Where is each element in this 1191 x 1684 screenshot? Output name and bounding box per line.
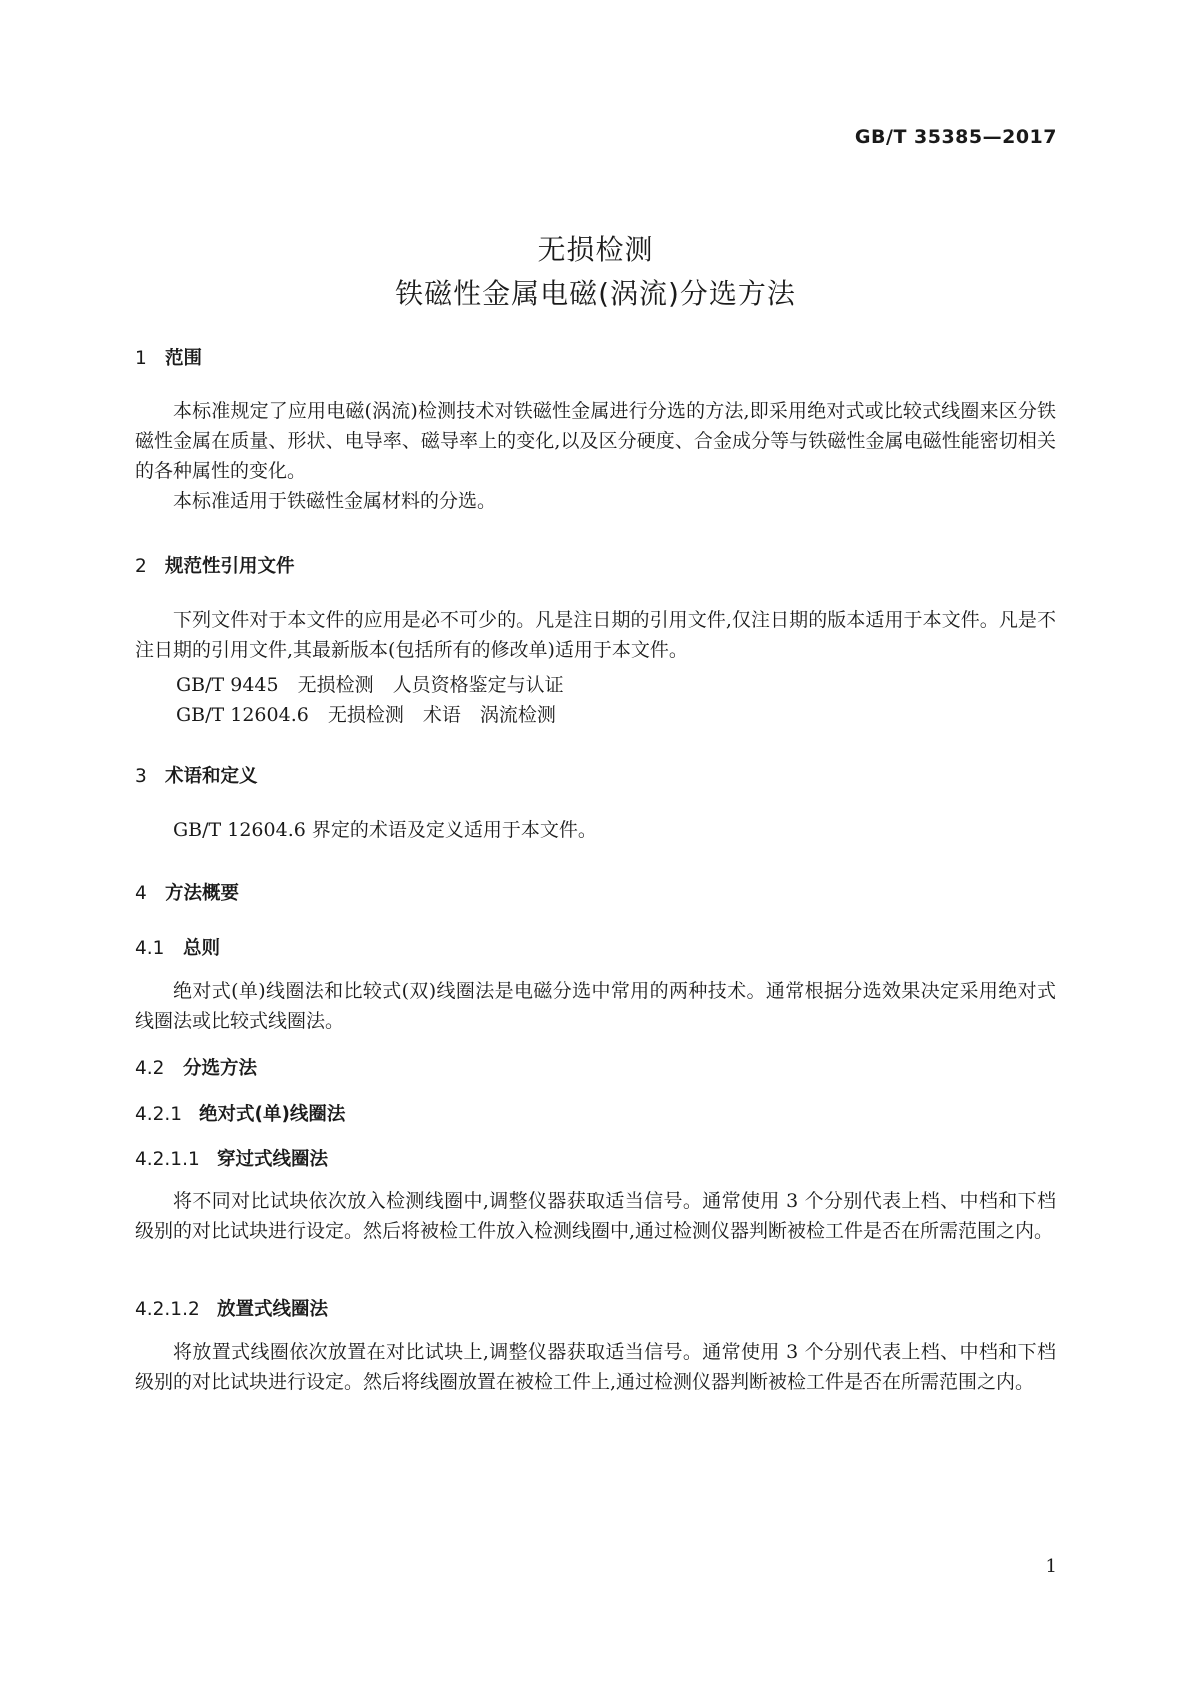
- section-number: 1: [135, 348, 147, 369]
- reference-item: GB/T 12604.6 无损检测 术语 涡流检测: [176, 704, 556, 726]
- section-number: 4.2.1: [135, 1104, 183, 1125]
- section-title: 范围: [165, 348, 203, 369]
- reference-item: GB/T 9445 无损检测 人员资格鉴定与认证: [176, 674, 564, 696]
- section-2-heading: [135, 552, 295, 578]
- section-number: 2: [135, 556, 147, 577]
- section-3-paragraph-1: GB/T 12604.6 界定的术语及定义适用于本文件。: [173, 819, 597, 841]
- section-title: 穿过式线圈法: [217, 1149, 329, 1170]
- section-number: 4.1: [135, 938, 165, 959]
- section-1-heading: [135, 344, 202, 370]
- section-2-paragraph-1: 下列文件对于本文件的应用是必不可少的。凡是注日期的引用文件,仅注日期的版本适用于本文件。凡是不注日期的引用文件,其最新版本(包括所有的修改单)适用于本文件。: [135, 609, 1056, 661]
- page-number: 1: [1045, 1556, 1057, 1577]
- section-title: 分选方法: [183, 1058, 258, 1079]
- section-title: 放置式线圈法: [217, 1299, 329, 1320]
- section-number: 4.2: [135, 1058, 165, 1079]
- section-number: 4: [135, 883, 147, 904]
- section-number: 3: [135, 766, 147, 787]
- document-title-line2: 铁磁性金属电磁(涡流)分选方法: [395, 277, 796, 310]
- section-4-2-1-1-heading: [135, 1145, 328, 1171]
- section-title: 规范性引用文件: [165, 556, 295, 577]
- section-4-2-1-heading: [135, 1100, 345, 1126]
- document-title-line1: 无损检测: [537, 233, 654, 266]
- section-4-heading: [135, 879, 239, 905]
- section-1-paragraph-1: 本标准规定了应用电磁(涡流)检测技术对铁磁性金属进行分选的方法,即采用绝对式或比较式线圈来区分铁磁性金属在质量、形状、电导率、磁导率上的变化,以及区分硬度、合金成分等与铁磁性金属电磁性能密切相关的各种属性的变化。: [135, 400, 1056, 482]
- section-number: 4.2.1.2: [135, 1299, 200, 1320]
- section-number: 4.2.1.1: [135, 1149, 200, 1170]
- standard-number: GB/T 35385—2017: [854, 126, 1057, 148]
- section-4-2-1-2-paragraph-1: 将放置式线圈依次放置在对比试块上,调整仪器获取适当信号。通常使用 3 个分别代表上档、中档和下档级别的对比试块进行设定。然后将线圈放置在被检工件上,通过检测仪器判断被检工件是否在所需范围之内。: [135, 1341, 1056, 1393]
- section-4-2-1-1-paragraph-1: 将不同对比试块依次放入检测线圈中,调整仪器获取适当信号。通常使用 3 个分别代表上档、中档和下档级别的对比试块进行设定。然后将被检工件放入检测线圈中,通过检测仪器判断被检工件是否在所需范围之内。: [135, 1190, 1056, 1242]
- section-4-2-heading: [135, 1054, 257, 1080]
- section-4-2-1-2-heading: [135, 1295, 328, 1321]
- section-title: 方法概要: [165, 883, 240, 904]
- section-4-1-heading: [135, 934, 220, 960]
- section-title: 绝对式(单)线圈法: [199, 1104, 346, 1125]
- section-3-heading: [135, 762, 258, 788]
- section-title: 术语和定义: [165, 766, 258, 787]
- section-4-1-paragraph-1: 绝对式(单)线圈法和比较式(双)线圈法是电磁分选中常用的两种技术。通常根据分选效果决定采用绝对式线圈法或比较式线圈法。: [135, 980, 1056, 1032]
- section-title: 总则: [183, 938, 221, 959]
- section-1-paragraph-2: 本标准适用于铁磁性金属材料的分选。: [173, 490, 497, 512]
